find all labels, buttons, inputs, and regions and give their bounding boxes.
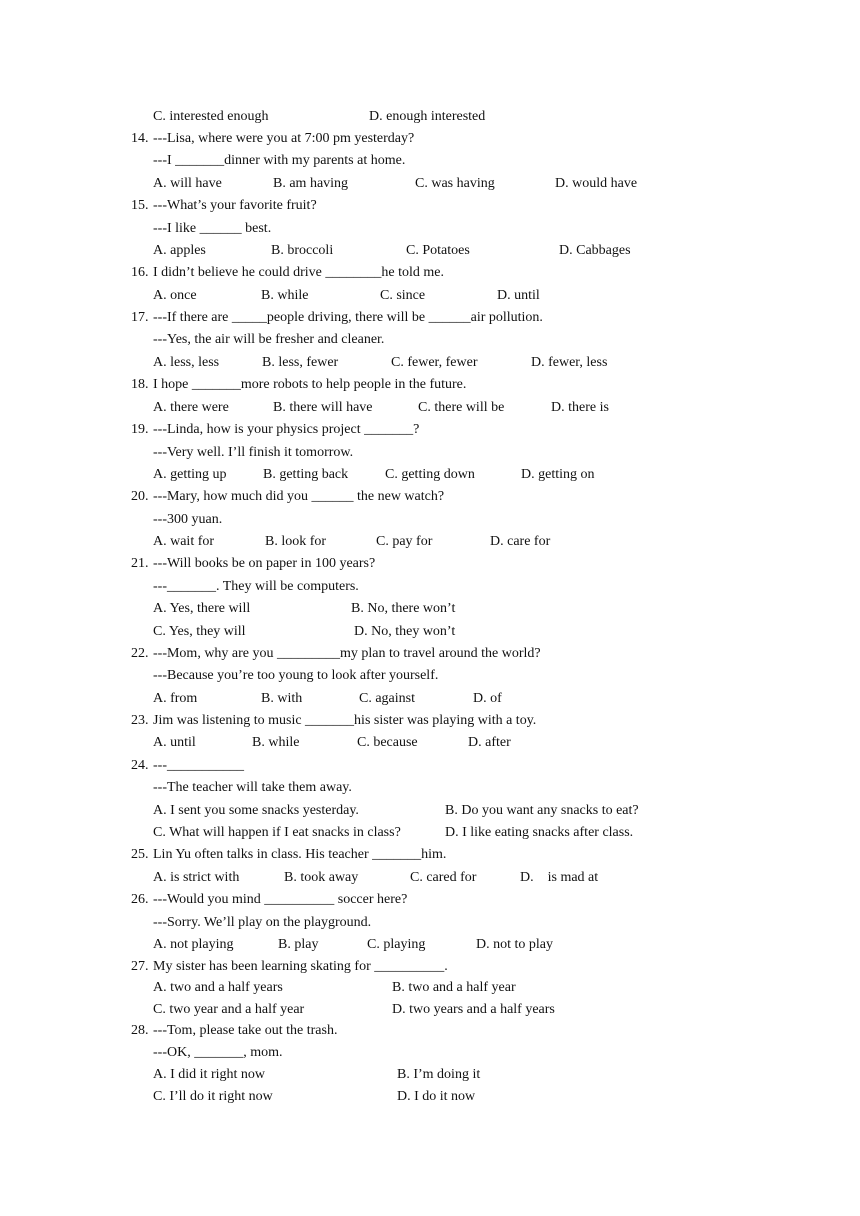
question-stem: ---Tom, please take out the trash. bbox=[153, 1023, 338, 1038]
option-d: D. there is bbox=[551, 400, 609, 415]
option-d: D. care for bbox=[490, 534, 551, 549]
option-a: A. will have bbox=[153, 176, 222, 191]
question-stem: ---___________ bbox=[153, 758, 244, 773]
option-a: A. I sent you some snacks yesterday. bbox=[153, 803, 359, 818]
question-number: 16. bbox=[131, 265, 149, 280]
option-a: A. Yes, there will bbox=[153, 601, 251, 616]
question-stem: I didn’t believe he could drive ________he told me. bbox=[153, 265, 444, 280]
question-number: 14. bbox=[131, 131, 149, 146]
question-line: ---The teacher will take them away. bbox=[153, 780, 352, 795]
option-c: C. Potatoes bbox=[406, 243, 470, 258]
question-stem: My sister has been learning skating for __________. bbox=[153, 959, 448, 974]
question-stem: Jim was listening to music _______his sister was playing with a toy. bbox=[153, 713, 537, 728]
question-stem: ---What’s your favorite fruit? bbox=[153, 198, 317, 213]
option-b: B. took away bbox=[284, 870, 359, 885]
option-a: A. is strict with bbox=[153, 870, 240, 885]
option-b: B. while bbox=[252, 735, 300, 750]
option-d: D. fewer, less bbox=[531, 355, 608, 370]
question-stem: Lin Yu often talks in class. His teacher _______him. bbox=[153, 847, 447, 862]
option-b: B. getting back bbox=[263, 467, 349, 482]
option-c: C. interested enough bbox=[153, 109, 269, 124]
option-a: A. getting up bbox=[153, 467, 227, 482]
option-d: D. until bbox=[497, 288, 540, 303]
option-d: D. No, they won’t bbox=[354, 624, 456, 639]
question-line: ---300 yuan. bbox=[153, 512, 223, 527]
option-d: D. getting on bbox=[521, 467, 595, 482]
option-a: A. from bbox=[153, 691, 198, 706]
option-c: C. since bbox=[380, 288, 426, 303]
option-a: A. there were bbox=[153, 400, 229, 415]
option-c: C. playing bbox=[367, 937, 426, 952]
option-b: B. two and a half year bbox=[392, 980, 516, 995]
option-b: B. Do you want any snacks to eat? bbox=[445, 803, 639, 818]
question-number: 26. bbox=[131, 892, 149, 907]
option-c: C. because bbox=[357, 735, 418, 750]
question-number: 15. bbox=[131, 198, 149, 213]
option-d: D. is mad at bbox=[520, 870, 599, 885]
question-number: 28. bbox=[131, 1023, 149, 1038]
option-a: A. not playing bbox=[153, 937, 234, 952]
question-line: ---I _______dinner with my parents at home. bbox=[153, 153, 406, 168]
option-d: D. would have bbox=[555, 176, 638, 191]
option-c: C. cared for bbox=[410, 870, 477, 885]
question-line: ---Sorry. We’ll play on the playground. bbox=[153, 915, 372, 930]
option-d: D. Cabbages bbox=[559, 243, 631, 258]
question-number: 25. bbox=[131, 847, 149, 862]
question-stem: ---Lisa, where were you at 7:00 pm yesterday? bbox=[153, 131, 415, 146]
option-b: B. with bbox=[261, 691, 303, 706]
option-d: D. enough interested bbox=[369, 109, 486, 124]
question-stem: ---If there are _____people driving, there will be ______air pollution. bbox=[153, 310, 543, 325]
option-a: A. once bbox=[153, 288, 197, 303]
option-a: A. less, less bbox=[153, 355, 220, 370]
question-number: 27. bbox=[131, 959, 149, 974]
option-c: C. against bbox=[359, 691, 415, 706]
option-b: B. am having bbox=[273, 176, 349, 191]
option-b: B. I’m doing it bbox=[397, 1067, 481, 1082]
option-d: D. after bbox=[468, 735, 511, 750]
question-stem: ---Will books be on paper in 100 years? bbox=[153, 556, 376, 571]
option-c: C. Yes, they will bbox=[153, 624, 246, 639]
question-stem: ---Mary, how much did you ______ the new watch? bbox=[153, 489, 445, 504]
question-number: 21. bbox=[131, 556, 149, 571]
option-c: C. two year and a half year bbox=[153, 1002, 305, 1017]
question-number: 19. bbox=[131, 422, 149, 437]
question-number: 24. bbox=[131, 758, 149, 773]
option-c: C. fewer, fewer bbox=[391, 355, 478, 370]
option-b: B. play bbox=[278, 937, 319, 952]
question-line: ---OK, _______, mom. bbox=[153, 1045, 283, 1060]
question-line: ---_______. They will be computers. bbox=[153, 579, 359, 594]
option-b: B. broccoli bbox=[271, 243, 334, 258]
option-a: A. two and a half years bbox=[153, 980, 283, 995]
option-a: A. wait for bbox=[153, 534, 215, 549]
option-a: A. apples bbox=[153, 243, 206, 258]
question-stem: ---Linda, how is your physics project _______? bbox=[153, 422, 420, 437]
option-d: D. of bbox=[473, 691, 502, 706]
question-number: 17. bbox=[131, 310, 149, 325]
question-line: ---Yes, the air will be fresher and cleaner. bbox=[153, 332, 385, 347]
question-stem: ---Mom, why are you _________my plan to travel around the world? bbox=[153, 646, 541, 661]
option-c: C. I’ll do it right now bbox=[153, 1089, 273, 1104]
question-stem: I hope _______more robots to help people in the future. bbox=[153, 377, 467, 392]
question-number: 20. bbox=[131, 489, 149, 504]
question-number: 18. bbox=[131, 377, 149, 392]
question-number: 22. bbox=[131, 646, 149, 661]
question-line: ---I like ______ best. bbox=[153, 221, 272, 236]
option-c: C. getting down bbox=[385, 467, 475, 482]
question-number: 23. bbox=[131, 713, 149, 728]
option-b: B. there will have bbox=[273, 400, 373, 415]
option-b: B. look for bbox=[265, 534, 327, 549]
option-c: C. What will happen if I eat snacks in class? bbox=[153, 825, 401, 840]
option-d: D. not to play bbox=[476, 937, 553, 952]
option-d: D. I do it now bbox=[397, 1089, 476, 1104]
question-line: ---Because you’re too young to look after yourself. bbox=[153, 668, 439, 683]
option-c: C. pay for bbox=[376, 534, 433, 549]
option-d: D. I like eating snacks after class. bbox=[445, 825, 634, 840]
option-b: B. No, there won’t bbox=[351, 601, 456, 616]
question-line: ---Very well. I’ll finish it tomorrow. bbox=[153, 445, 354, 460]
option-c: C. there will be bbox=[418, 400, 505, 415]
option-b: B. while bbox=[261, 288, 309, 303]
option-c: C. was having bbox=[415, 176, 495, 191]
option-d: D. two years and a half years bbox=[392, 1002, 555, 1017]
option-a: A. I did it right now bbox=[153, 1067, 265, 1082]
question-stem: ---Would you mind __________ soccer here? bbox=[153, 892, 408, 907]
option-a: A. until bbox=[153, 735, 196, 750]
option-b: B. less, fewer bbox=[262, 355, 339, 370]
